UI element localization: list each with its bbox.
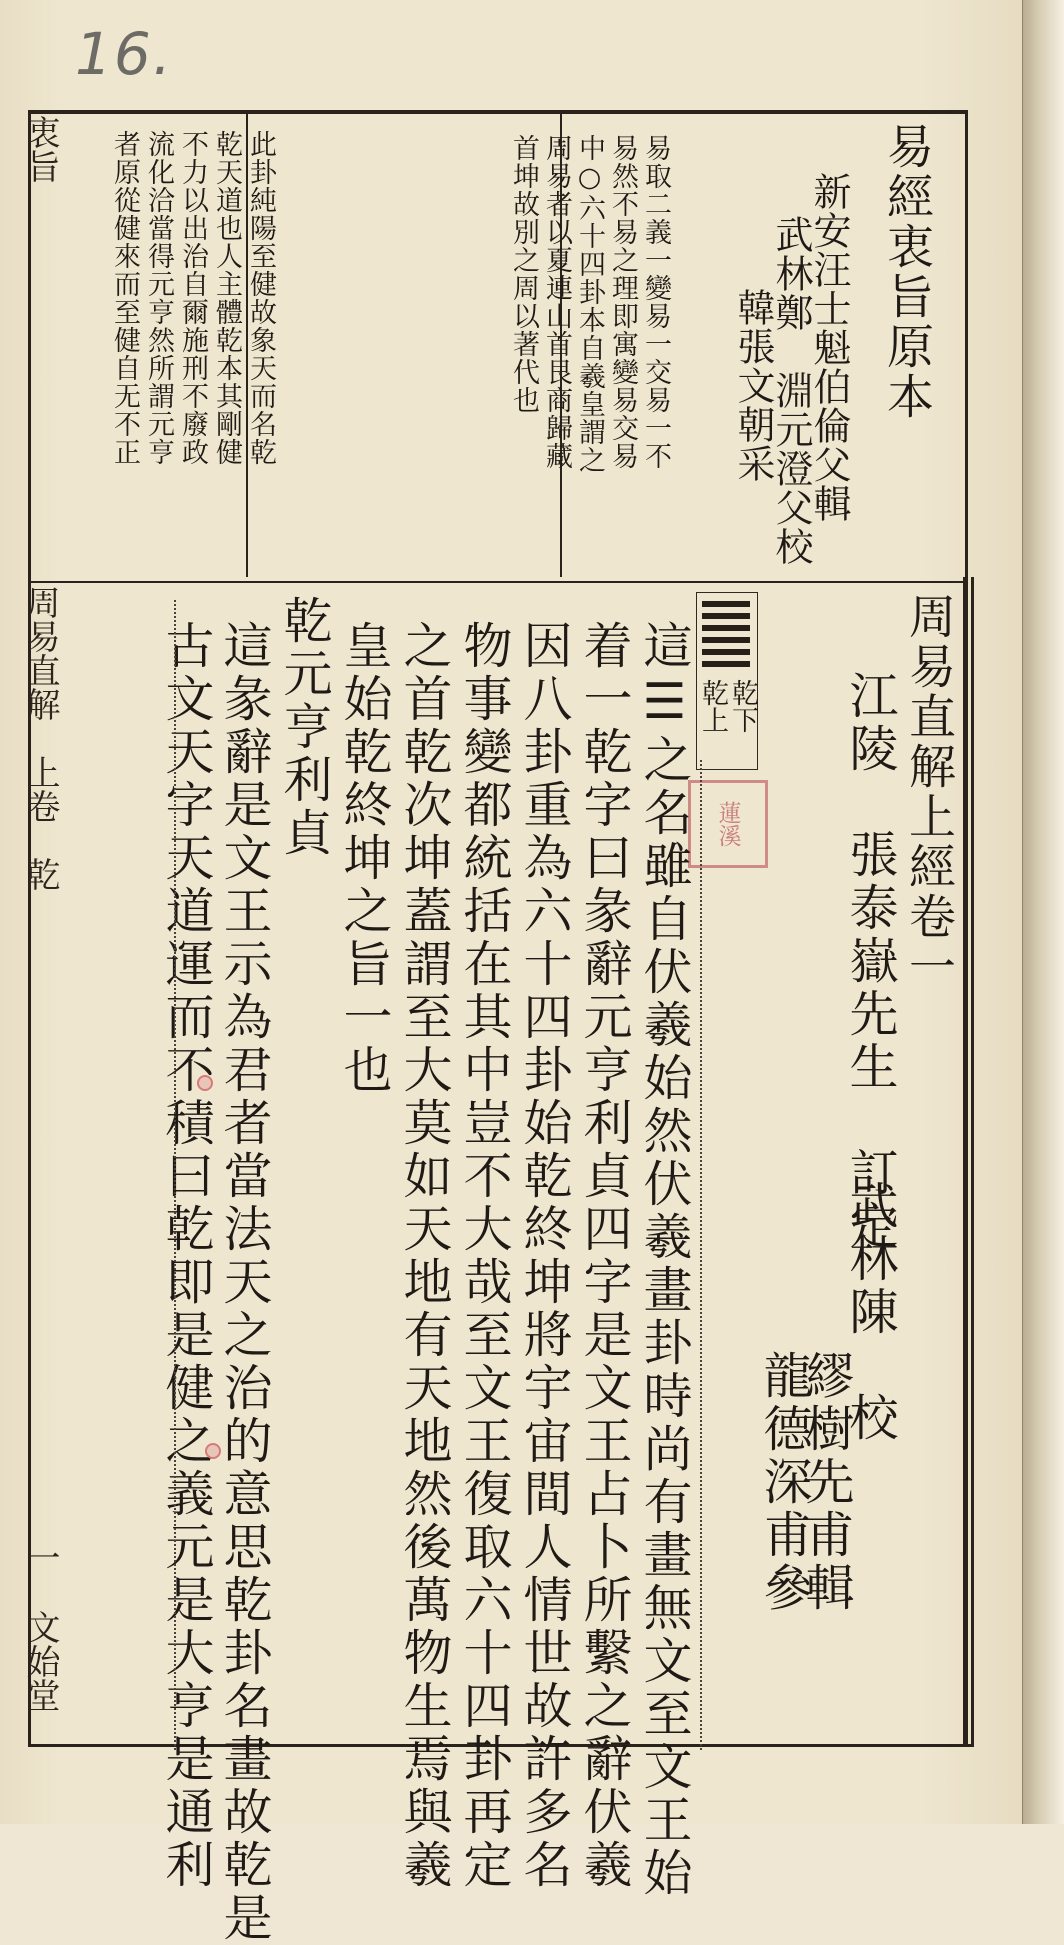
left-edge-fragment: 衷旨 xyxy=(20,115,60,183)
main-text-line: 着一乾字曰彖辭元亨利貞四字是文王占卜所繫之辭伏羲 xyxy=(576,620,633,1892)
author-line-2: 武林陳 校 xyxy=(842,1180,899,1445)
intro-line: 周易者以夏連山首艮商歸藏 xyxy=(541,134,572,470)
verse-heading: 乾元亨利貞 xyxy=(276,595,333,860)
main-text-line: 這☰之名雖自伏羲始然伏羲畫卦時尚有畫無文至文王始 xyxy=(636,620,693,1900)
main-text-line: 之首乾次坤蓋謂至大莫如天地有天地然後萬物生焉與羲 xyxy=(396,620,453,1892)
hexagram-line xyxy=(702,649,750,655)
hexagram-line xyxy=(702,625,750,631)
punctuation-column xyxy=(174,600,184,1750)
main-text-line: 因八卦重為六十四卦始乾終坤將宇宙間人情世故許多名 xyxy=(516,620,573,1892)
main-right-rule xyxy=(963,577,965,1745)
commentary-line: 這彖辭是文王示為君者當法天之治的意思乾卦名畫故乾是 xyxy=(216,620,273,1945)
intro-line: 首坤故別之周以著代也 xyxy=(508,134,539,414)
left-commentary-line: 不力以出治自爾施刑不廢政 xyxy=(177,130,208,466)
author-line-1: 江陵 張泰嶽先生 訂定 xyxy=(842,670,899,1253)
red-mark xyxy=(197,1075,213,1091)
punctuation-column xyxy=(700,760,710,1750)
hexagram-line xyxy=(702,661,750,667)
left-commentary-line: 者原從健來而至健自无不正 xyxy=(109,130,140,466)
author-name: 繆樹先甫輯 xyxy=(798,1350,855,1615)
left-commentary-line: 流化洽當得元亨然所謂元亨 xyxy=(143,130,174,466)
intro-line: 易取二義一變易一交易一不 xyxy=(640,134,671,470)
top-editor-pair-2: 韓張文朝采 xyxy=(731,288,775,483)
hexagram-label-lower: 乾下 xyxy=(727,679,758,733)
author-name: 龍德深甫參 xyxy=(756,1350,813,1615)
left-edge-fragment: 周易直解 上卷 乾 xyxy=(20,585,60,891)
red-mark xyxy=(205,1443,221,1459)
main-text-line: 物事變都統括在其中豈不大哉至文王復取六十四卦再定 xyxy=(456,620,513,1892)
main-title: 周易直解上經卷一 xyxy=(901,592,956,992)
hexagram-box xyxy=(696,592,758,770)
hexagram-line xyxy=(702,637,750,643)
main-text-line: 皇始乾終坤之旨一也 xyxy=(336,620,393,1097)
top-title: 易經衷旨原本 xyxy=(879,122,934,422)
hexagram-label-upper: 乾上 xyxy=(697,679,728,733)
left-edge-fragment: 一 xyxy=(20,1540,60,1574)
commentary-line: 古文天字天道運而不積曰乾即是健之義元是大亨是通利 xyxy=(158,620,215,1892)
red-seal: 蓮溪 xyxy=(688,780,768,868)
top-editor-pair-1: 武林鄭 淵元澄父校 xyxy=(769,215,813,566)
left-edge-fragment: 文始堂 xyxy=(20,1610,60,1712)
left-commentary-line: 乾天道也人主體乾本其剛健 xyxy=(211,130,242,466)
left-commentary-line: 此卦純陽至健故象天而名乾 xyxy=(245,130,276,466)
page-number: 16. xyxy=(75,20,174,88)
intro-line: 易然不易之理即寓變易交易 xyxy=(607,134,638,470)
intro-line: 中○六十四卦本自羲皇謂之 xyxy=(574,134,605,474)
page-edge xyxy=(1022,0,1064,1824)
top-editor: 新安汪士魁伯倫父輯 xyxy=(807,172,851,523)
hexagram-line xyxy=(702,601,750,607)
hexagram-line xyxy=(702,613,750,619)
